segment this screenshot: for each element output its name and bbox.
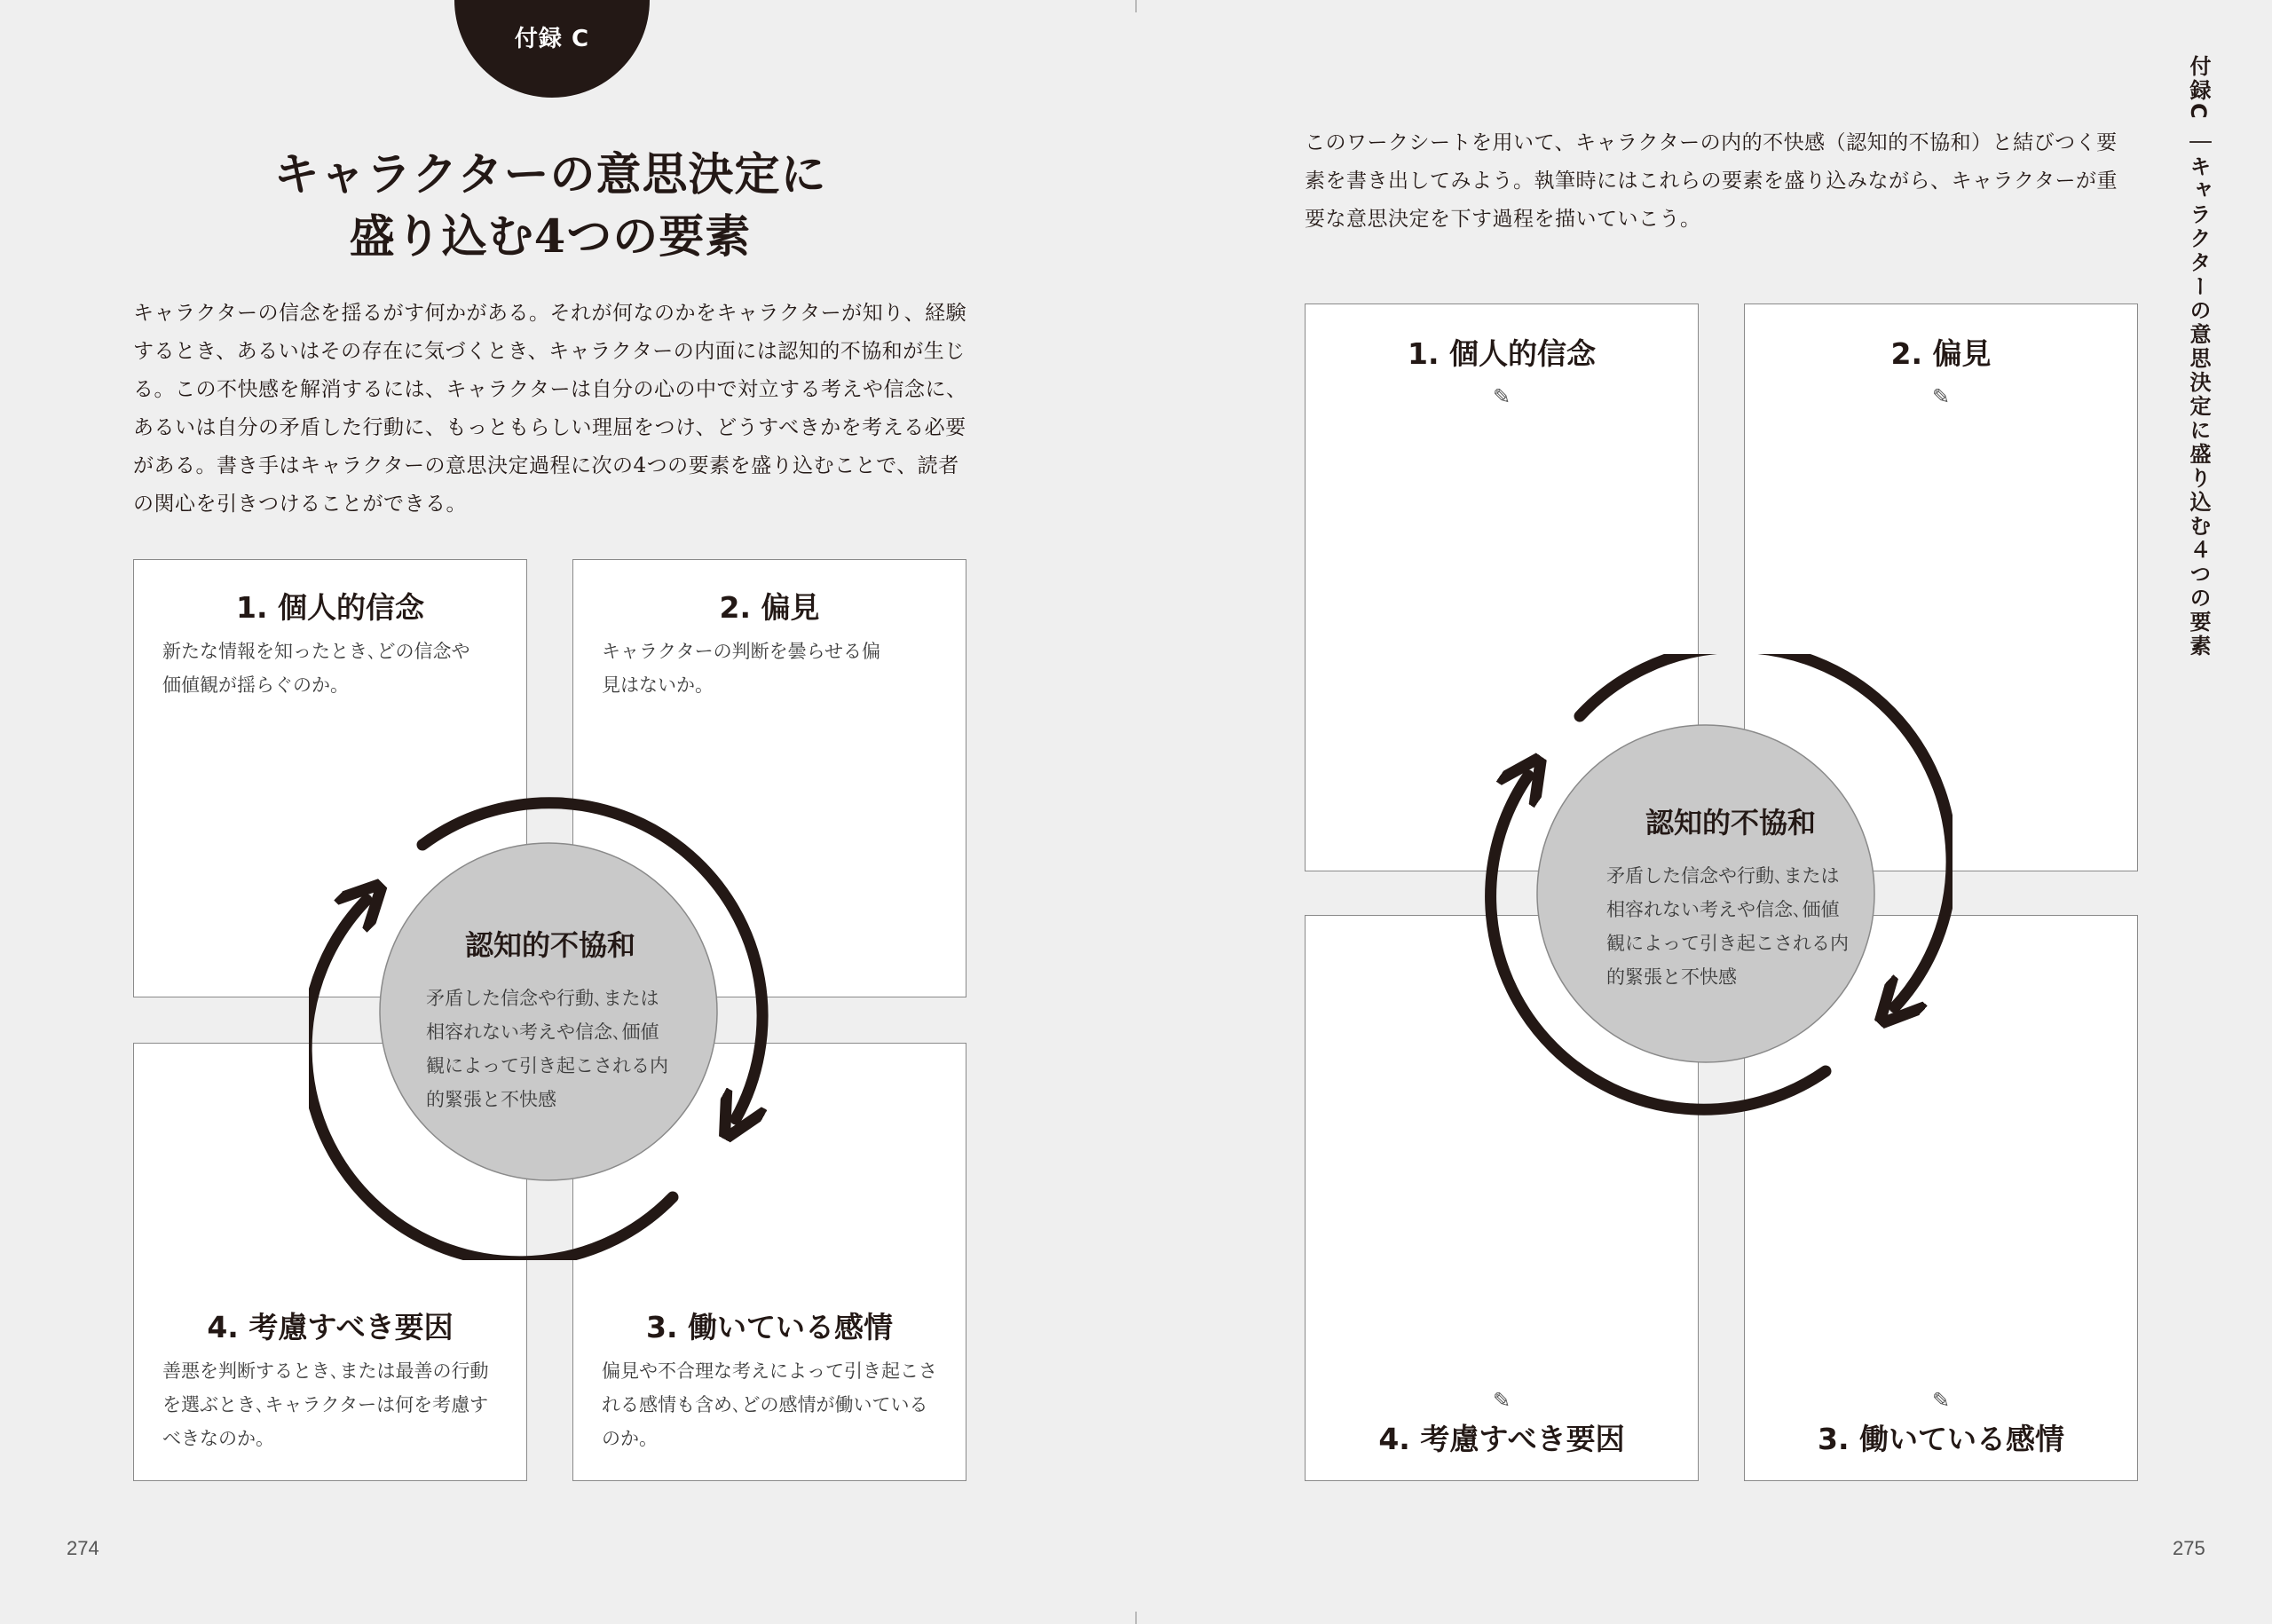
worksheet-title-emotion: 3. 働いている感情: [1818, 1422, 2064, 1456]
element-desc-belief: 新たな情報を知ったとき､どの信念や価値観が揺らぐのか｡: [162, 641, 470, 696]
element-title-belief: 1. 個人的信念: [236, 590, 424, 625]
dissonance-title: 認知的不協和: [464, 928, 635, 962]
page-number-left: 274: [67, 1537, 99, 1559]
element-title-emotion: 3. 働いている感情: [646, 1310, 893, 1344]
worksheet-dissonance-label: [1606, 800, 1855, 994]
worksheet-title-belief: 1. 個人的信念: [1408, 336, 1596, 371]
element-title-bias: 2. 偏見: [719, 590, 820, 625]
page-title-line-1: キャラクターの意思決定に: [273, 148, 827, 201]
pencil-icon: ✎: [1492, 1388, 1511, 1413]
pencil-icon: ✎: [1492, 384, 1511, 409]
page-title: [133, 144, 967, 268]
element-desc-factor: 善悪を判断するとき､または最善の行動を選ぶとき､キャラクターは何を考慮すべきなのか｡: [162, 1360, 489, 1449]
dissonance-label: [426, 923, 674, 1116]
element-desc-emotion: 偏見や不合理な考えによって引き起こされる感情も含め､どの感情が働いているのか｡: [602, 1360, 937, 1449]
right-page: [1136, 0, 2272, 1624]
page-title-line-2: 盛り込む4つの要素: [349, 210, 752, 264]
worksheet-dissonance-title: 認知的不協和: [1645, 806, 1816, 840]
worksheet-title-bias: 2. 偏見: [1890, 336, 1992, 371]
appendix-tag: [454, 0, 650, 98]
element-desc-bias: キャラクターの判断を曇らせる偏見はないか｡: [602, 641, 880, 696]
pencil-icon: ✎: [1931, 1388, 1951, 1413]
worksheet-title-factor: 4. 考慮すべき要因: [1378, 1422, 1625, 1456]
dissonance-desc: 矛盾した信念や行動､または相容れない考えや信念､価値観によって引き起こされる内的緊張と不快感: [426, 988, 668, 1110]
worksheet-instructions: このワークシートを用いて、キャラクターの内的不快感（認知的不協和）と結びつく要素を書き出してみよう。執筆時にはこれらの要素を盛り込みながら、キャラクターが重要な意思決定を下す過程を描いていこう。: [1305, 131, 2118, 231]
worksheet-dissonance-desc: 矛盾した信念や行動､または相容れない考えや信念､価値観によって引き起こされる内的緊張と不快感: [1606, 865, 1849, 988]
page-number-right: 275: [2173, 1537, 2205, 1559]
pencil-icon: ✎: [1931, 384, 1951, 409]
element-title-factor: 4. 考慮すべき要因: [207, 1310, 454, 1344]
intro-paragraph: キャラクターの信念を揺るがす何かがある。それが何なのかをキャラクターが知り、経験するとき、あるいはその存在に気づくとき、キャラクターの内面には認知的不協和が生じる。この不快感を解消するには、キャラクターは自分の心の中で対立する考えや信念に、あるいは自分の矛盾した行動に、もっともらしい理屈をつけ、どうすべきかを考える必要がある。書き手はキャラクターの意思決定過程に次の4つの要素を盛り込むことで、読者の関心を引きつけることができる。: [133, 302, 967, 516]
appendix-tag-label: 付録 C: [514, 26, 590, 52]
running-header: 付録C ｜キャラクターの意思決定に盛り込む４つの要素: [2186, 55, 2211, 658]
